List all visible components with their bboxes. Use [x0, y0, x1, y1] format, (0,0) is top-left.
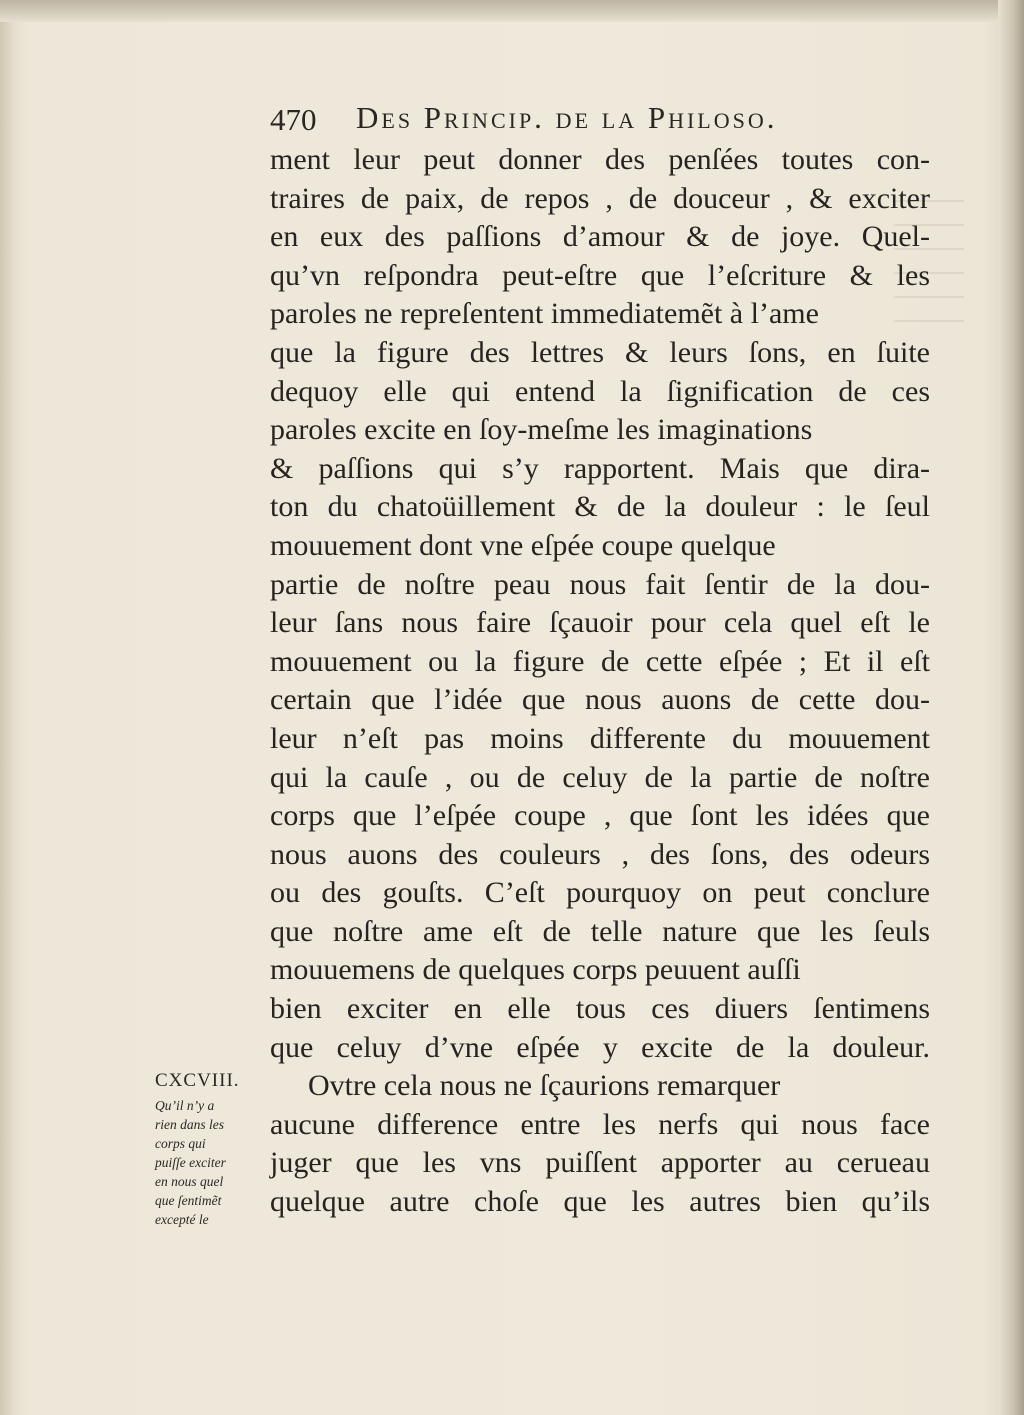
- text-line: paroles ne repreſentent immediatemẽt à l’ame: [270, 297, 819, 331]
- text-line: nous auons des couleurs , des ſons, des odeurs: [270, 837, 930, 871]
- margin-note-line: excepté le: [155, 1212, 209, 1227]
- text-line: qui la cauſe , ou de celuy de la partie de noſtre: [270, 760, 930, 794]
- page-top-edge: [0, 0, 1024, 22]
- text-line: corps que l’eſpée coupe , que ſont les idées que: [270, 799, 930, 833]
- text-line: dequoy elle qui entend la ſignification de ces: [270, 374, 930, 408]
- margin-note-line: puiſſe exciter: [155, 1155, 226, 1170]
- body-text: [270, 141, 930, 1222]
- text-line: partie de noſtre peau nous fait ſentir de la dou-: [270, 567, 930, 601]
- text-line: qu’vn reſpondra peut-eſtre que l’eſcriture & les: [270, 258, 930, 292]
- page-number: 470: [270, 102, 317, 137]
- text-line: mouuemens de quelques corps peuuent auſſi: [270, 953, 801, 987]
- text-line: ment leur peut donner des penſées toutes con-: [270, 143, 930, 176]
- text-line: ou des gouſts. C’eſt pourquoy on peut conclure: [270, 876, 930, 910]
- text-line: en eux des paſſions d’amour & de joye. Quel-: [270, 220, 930, 254]
- margin-note-line: corps qui: [155, 1136, 206, 1151]
- text-line: ton du chatoüillement & de la douleur : le ſeul: [270, 490, 930, 524]
- text-line: paroles excite en ſoy-meſme les imaginations: [270, 413, 813, 447]
- text-line: traires de paix, de repos , de douceur , & exciter: [270, 181, 930, 215]
- margin-note-line: en nous quel: [155, 1174, 224, 1189]
- text-line: aucune difference entre les nerfs qui nous face: [270, 1107, 930, 1141]
- running-title: Des Princip. de la Philoso.: [356, 100, 778, 135]
- text-line: leur n’eſt pas moins differente du mouuement: [270, 721, 930, 755]
- page-right-edge: [998, 0, 1024, 1415]
- text-line: que noſtre ame eſt de telle nature que les ſeuls: [270, 914, 930, 948]
- text-line: leur ſans nous faire ſçauoir pour cela quel eſt le: [270, 606, 930, 640]
- text-line: & paſſions qui s’y rapportent. Mais que dira-: [270, 451, 930, 485]
- margin-note-line: Qu’il n’y a: [155, 1098, 215, 1113]
- text-line: mouuement dont vne eſpée coupe quelque: [270, 528, 776, 562]
- article-number: CXCVIII.: [155, 1070, 240, 1091]
- paragraph-start-line: Ovtre cela nous ne ſçaurions remarquer: [308, 1069, 781, 1103]
- text-line: bien exciter en elle tous ces diuers ſentimens: [270, 992, 930, 1026]
- text-line: juger que les vns puiſſent apporter au cerueau: [270, 1146, 930, 1180]
- margin-note: [155, 1070, 260, 1229]
- margin-note-line: que ſentimẽt: [155, 1193, 222, 1208]
- margin-note-line: rien dans les: [155, 1117, 224, 1132]
- text-line: mouuement ou la figure de cette eſpée ; Et il eſt: [270, 644, 930, 678]
- text-line: que la figure des lettres & leurs ſons, en ſuite: [270, 335, 930, 369]
- text-line: certain que l’idée que nous auons de cette dou-: [270, 683, 930, 717]
- running-head: [270, 100, 920, 146]
- text-line: quelque autre choſe que les autres bien qu’ils: [270, 1185, 930, 1219]
- text-line: que celuy d’vne eſpée y excite de la douleur.: [270, 1030, 930, 1064]
